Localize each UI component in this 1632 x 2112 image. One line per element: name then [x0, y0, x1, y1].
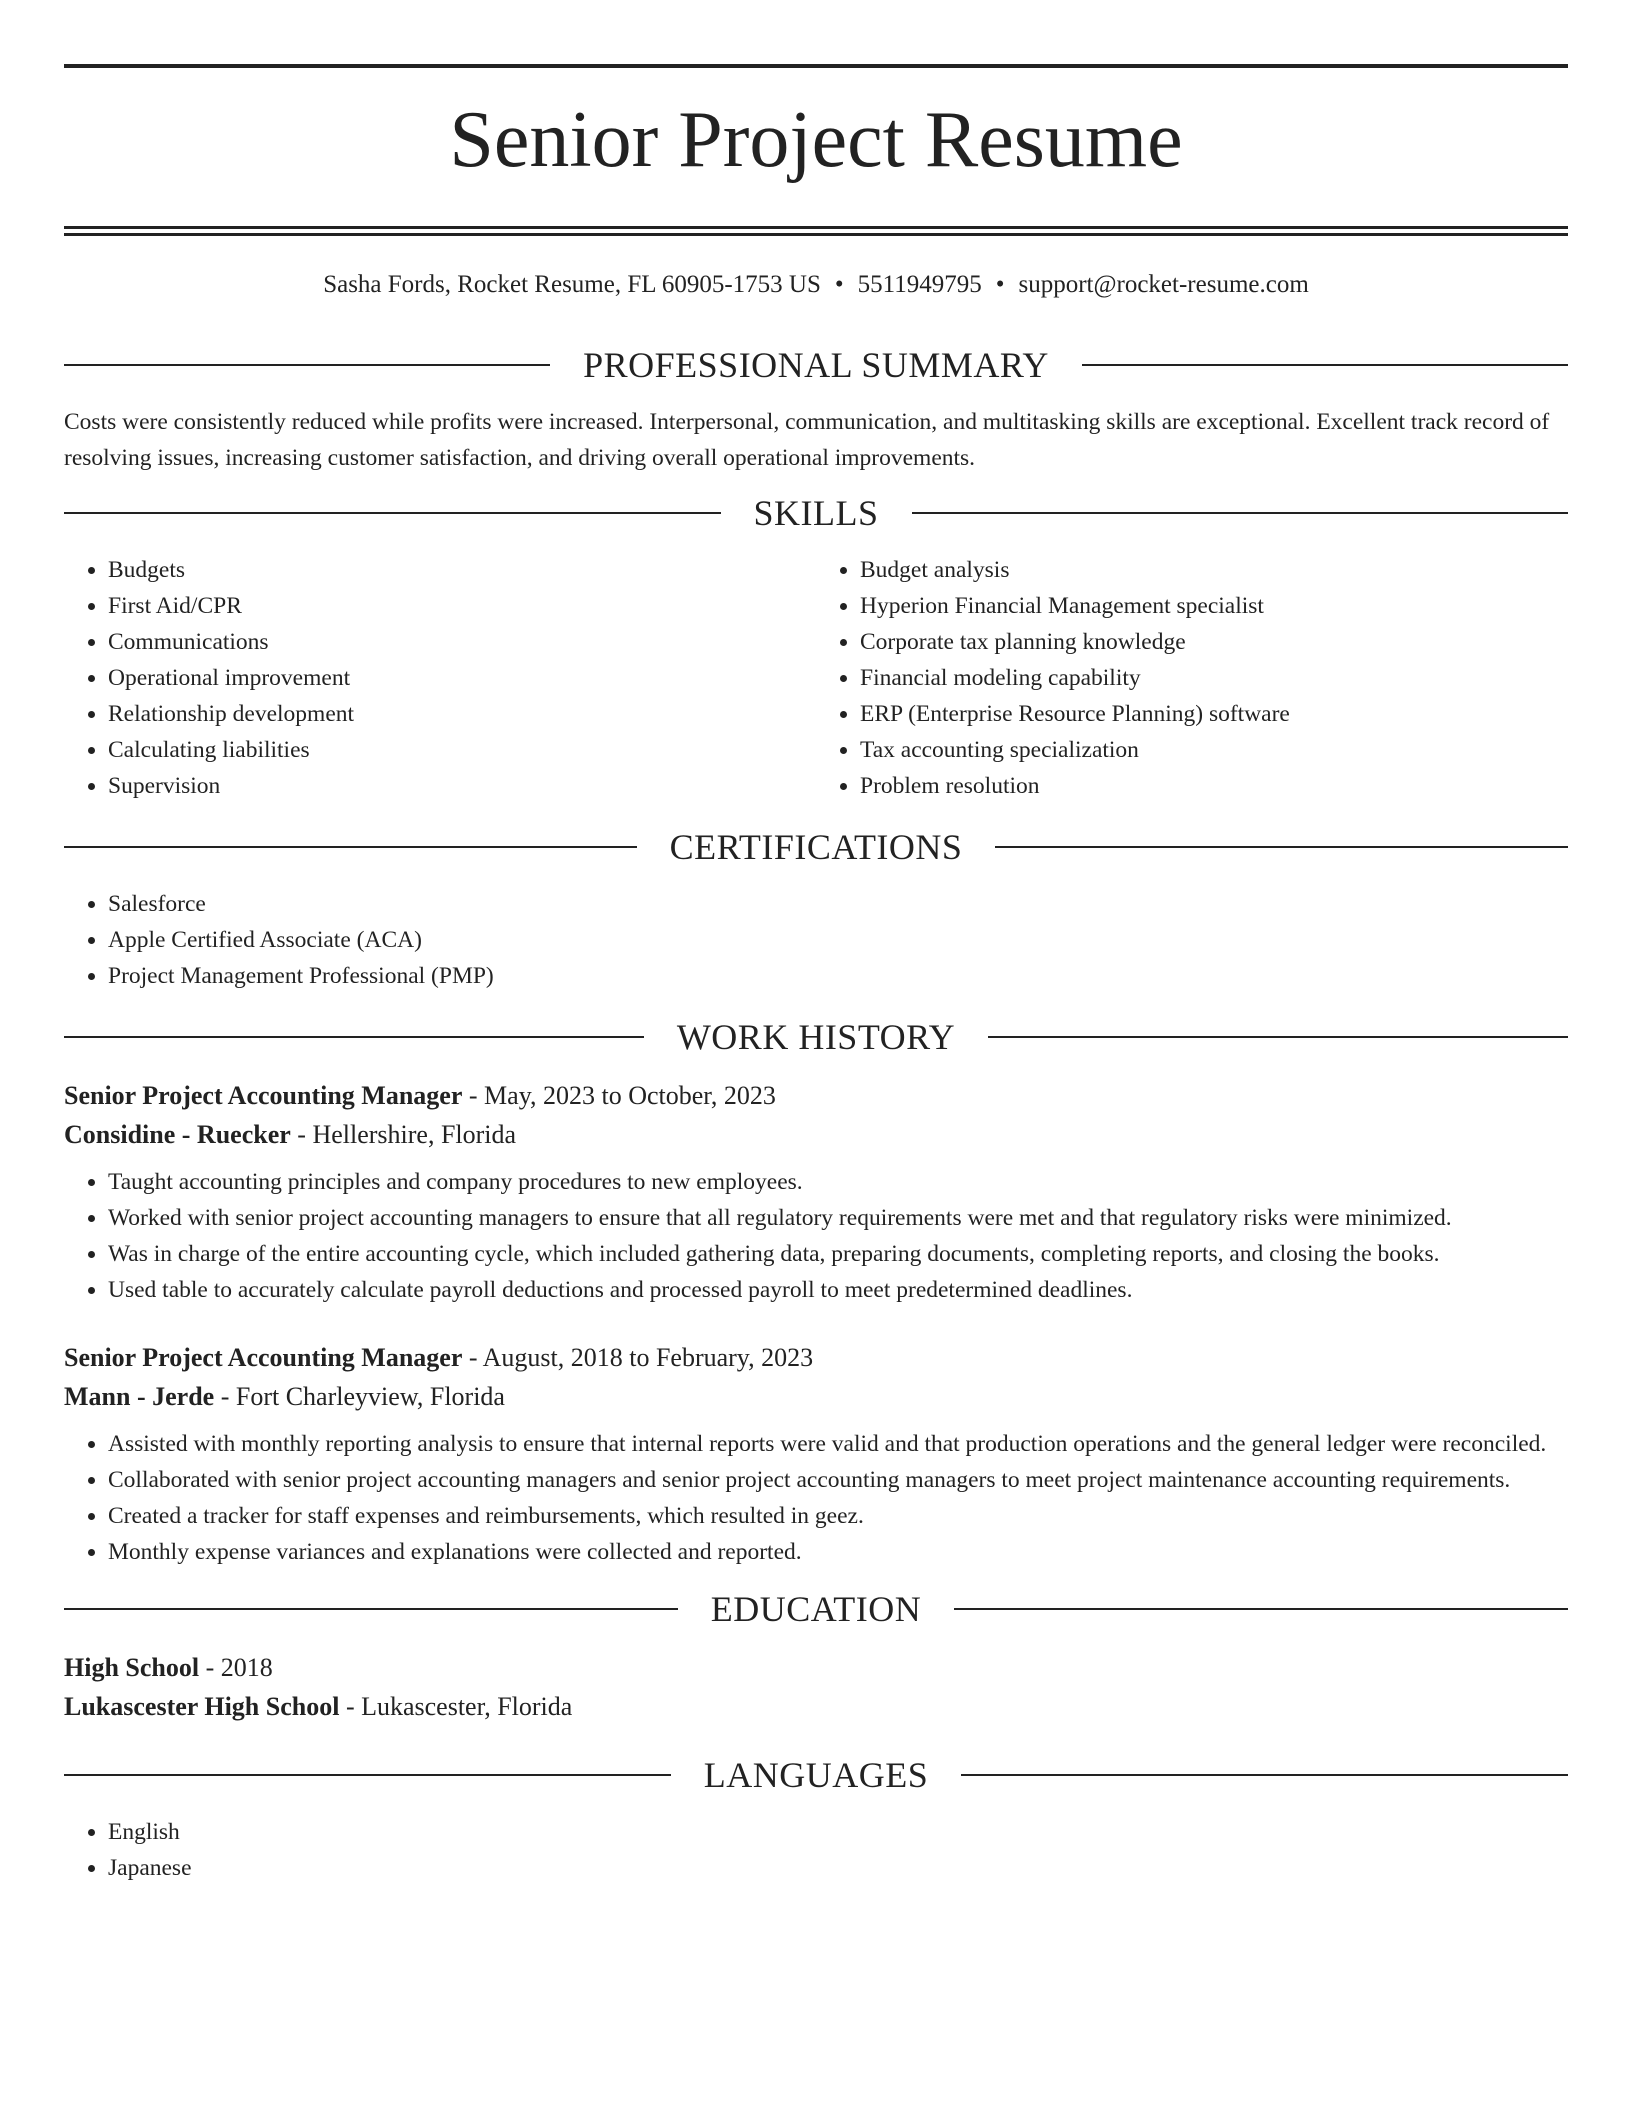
heading-rule	[954, 1608, 1568, 1610]
contact-address: Sasha Fords, Rocket Resume, FL 60905-1753 US	[323, 271, 821, 298]
contact-separator: •	[995, 271, 1005, 298]
section-title: PROFESSIONAL SUMMARY	[583, 345, 1049, 385]
heading-rule	[64, 512, 721, 514]
job-bullets	[64, 1426, 1568, 1570]
skill-item: • Tax accounting specialization	[860, 732, 1568, 768]
job-location: - Fort Charleyview, Florida	[214, 1382, 505, 1411]
certification-item: • Apple Certified Associate (ACA)	[108, 922, 1568, 958]
job-title-line	[64, 1338, 1568, 1377]
skill-item: • Supervision	[108, 768, 816, 804]
skills-column-left	[64, 552, 816, 804]
skill-item: • Operational improvement	[108, 660, 816, 696]
section-heading-education	[64, 1584, 1568, 1634]
skill-item: • Hyperion Financial Management specialist	[860, 588, 1568, 624]
section-heading-skills	[64, 488, 1568, 538]
title-double-rule	[64, 226, 1568, 236]
section-heading-languages	[64, 1750, 1568, 1800]
language-item: • English	[108, 1814, 1568, 1850]
certification-item: • Salesforce	[108, 886, 1568, 922]
job-entry	[64, 1076, 1568, 1308]
heading-rule	[64, 1608, 678, 1610]
heading-rule	[64, 846, 637, 848]
skill-item: • First Aid/CPR	[108, 588, 816, 624]
job-role: Senior Project Accounting Manager	[64, 1343, 463, 1372]
skill-item: • Budgets	[108, 552, 816, 588]
heading-rule	[912, 512, 1569, 514]
skills-list	[64, 552, 816, 804]
education-degree-line	[64, 1648, 1568, 1687]
summary-text: Costs were consistently reduced while profits were increased. Interpersonal, communication, and multitasking skills are exceptional. Excellent track record of resolving issues, increasing customer satisfaction, and driving overall operational improvements.	[64, 409, 1550, 471]
education-location: - Lukascester, Florida	[339, 1692, 573, 1721]
section-title: WORK HISTORY	[676, 1017, 956, 1057]
heading-rule	[995, 846, 1568, 848]
section-title: LANGUAGES	[703, 1755, 929, 1795]
heading-rule	[64, 1036, 644, 1038]
skills-column-right	[816, 552, 1568, 804]
contact-separator: •	[834, 271, 844, 298]
job-dates: - May, 2023 to October, 2023	[462, 1081, 776, 1110]
language-item: • Japanese	[108, 1850, 1568, 1886]
heading-rule	[961, 1774, 1568, 1776]
job-company: Mann - Jerde	[64, 1382, 215, 1411]
heading-rule	[988, 1036, 1568, 1038]
languages-list	[64, 1814, 1568, 1886]
job-bullet: • Taught accounting principles and company procedures to new employees.	[108, 1164, 1568, 1200]
skill-item: • Calculating liabilities	[108, 732, 816, 768]
certifications-list	[64, 886, 1568, 994]
heading-rule	[64, 1774, 671, 1776]
skill-item: • Problem resolution	[860, 768, 1568, 804]
job-entry	[64, 1338, 1568, 1570]
section-title: CERTIFICATIONS	[669, 827, 963, 867]
job-location: - Hellershire, Florida	[290, 1120, 517, 1149]
education-year: - 2018	[199, 1653, 273, 1682]
section-heading-certifications	[64, 822, 1568, 872]
certification-item: • Project Management Professional (PMP)	[108, 958, 1568, 994]
job-bullet: • Monthly expense variances and explanations were collected and reported.	[108, 1534, 1568, 1570]
job-company-line	[64, 1377, 1568, 1416]
job-title-line	[64, 1076, 1568, 1115]
job-role: Senior Project Accounting Manager	[64, 1081, 463, 1110]
skill-item: • Financial modeling capability	[860, 660, 1568, 696]
section-title: SKILLS	[753, 493, 879, 533]
education-entry	[64, 1648, 1568, 1726]
job-bullet: • Created a tracker for staff expenses and reimbursements, which resulted in geez.	[108, 1498, 1568, 1534]
education-school: Lukascester High School	[64, 1692, 340, 1721]
job-bullets	[64, 1164, 1568, 1308]
job-bullet: • Worked with senior project accounting managers to ensure that all regulatory requirements were met and that regulatory risks were minimized.	[108, 1200, 1568, 1236]
contact-email: support@rocket-resume.com	[1018, 271, 1309, 298]
skills-list	[816, 552, 1568, 804]
section-heading-summary	[64, 340, 1568, 390]
job-bullet: • Collaborated with senior project accounting managers and senior project accounting managers to meet project maintenance accounting requirements.	[108, 1462, 1568, 1498]
contact-phone: 5511949795	[857, 271, 982, 298]
skill-item: • Communications	[108, 624, 816, 660]
section-heading-work	[64, 1012, 1568, 1062]
certifications-block	[64, 886, 1568, 994]
skill-item: • Budget analysis	[860, 552, 1568, 588]
languages-block	[64, 1814, 1568, 1886]
job-dates: - August, 2018 to February, 2023	[462, 1343, 814, 1372]
education-degree: High School	[64, 1653, 200, 1682]
job-company: Considine - Ruecker	[64, 1120, 291, 1149]
job-bullet: • Was in charge of the entire accounting cycle, which included gathering data, preparing documents, completing reports, and closing the books.	[108, 1236, 1568, 1272]
top-rule	[64, 64, 1568, 68]
heading-rule	[64, 364, 550, 366]
job-bullet: • Assisted with monthly reporting analysis to ensure that internal reports were valid and that production operations and the general ledger were reconciled.	[108, 1426, 1568, 1462]
skills-grid	[64, 552, 1568, 804]
contact-line	[64, 270, 1568, 300]
job-bullet: • Used table to accurately calculate payroll deductions and processed payroll to meet predetermined deadlines.	[108, 1272, 1568, 1308]
heading-rule	[1082, 364, 1568, 366]
skill-item: • Relationship development	[108, 696, 816, 732]
skill-item: • Corporate tax planning knowledge	[860, 624, 1568, 660]
education-school-line	[64, 1687, 1568, 1726]
skill-item: • ERP (Enterprise Resource Planning) software	[860, 696, 1568, 732]
resume-title: Senior Project Resume	[449, 96, 1183, 184]
section-title: EDUCATION	[710, 1589, 922, 1629]
job-company-line	[64, 1115, 1568, 1154]
